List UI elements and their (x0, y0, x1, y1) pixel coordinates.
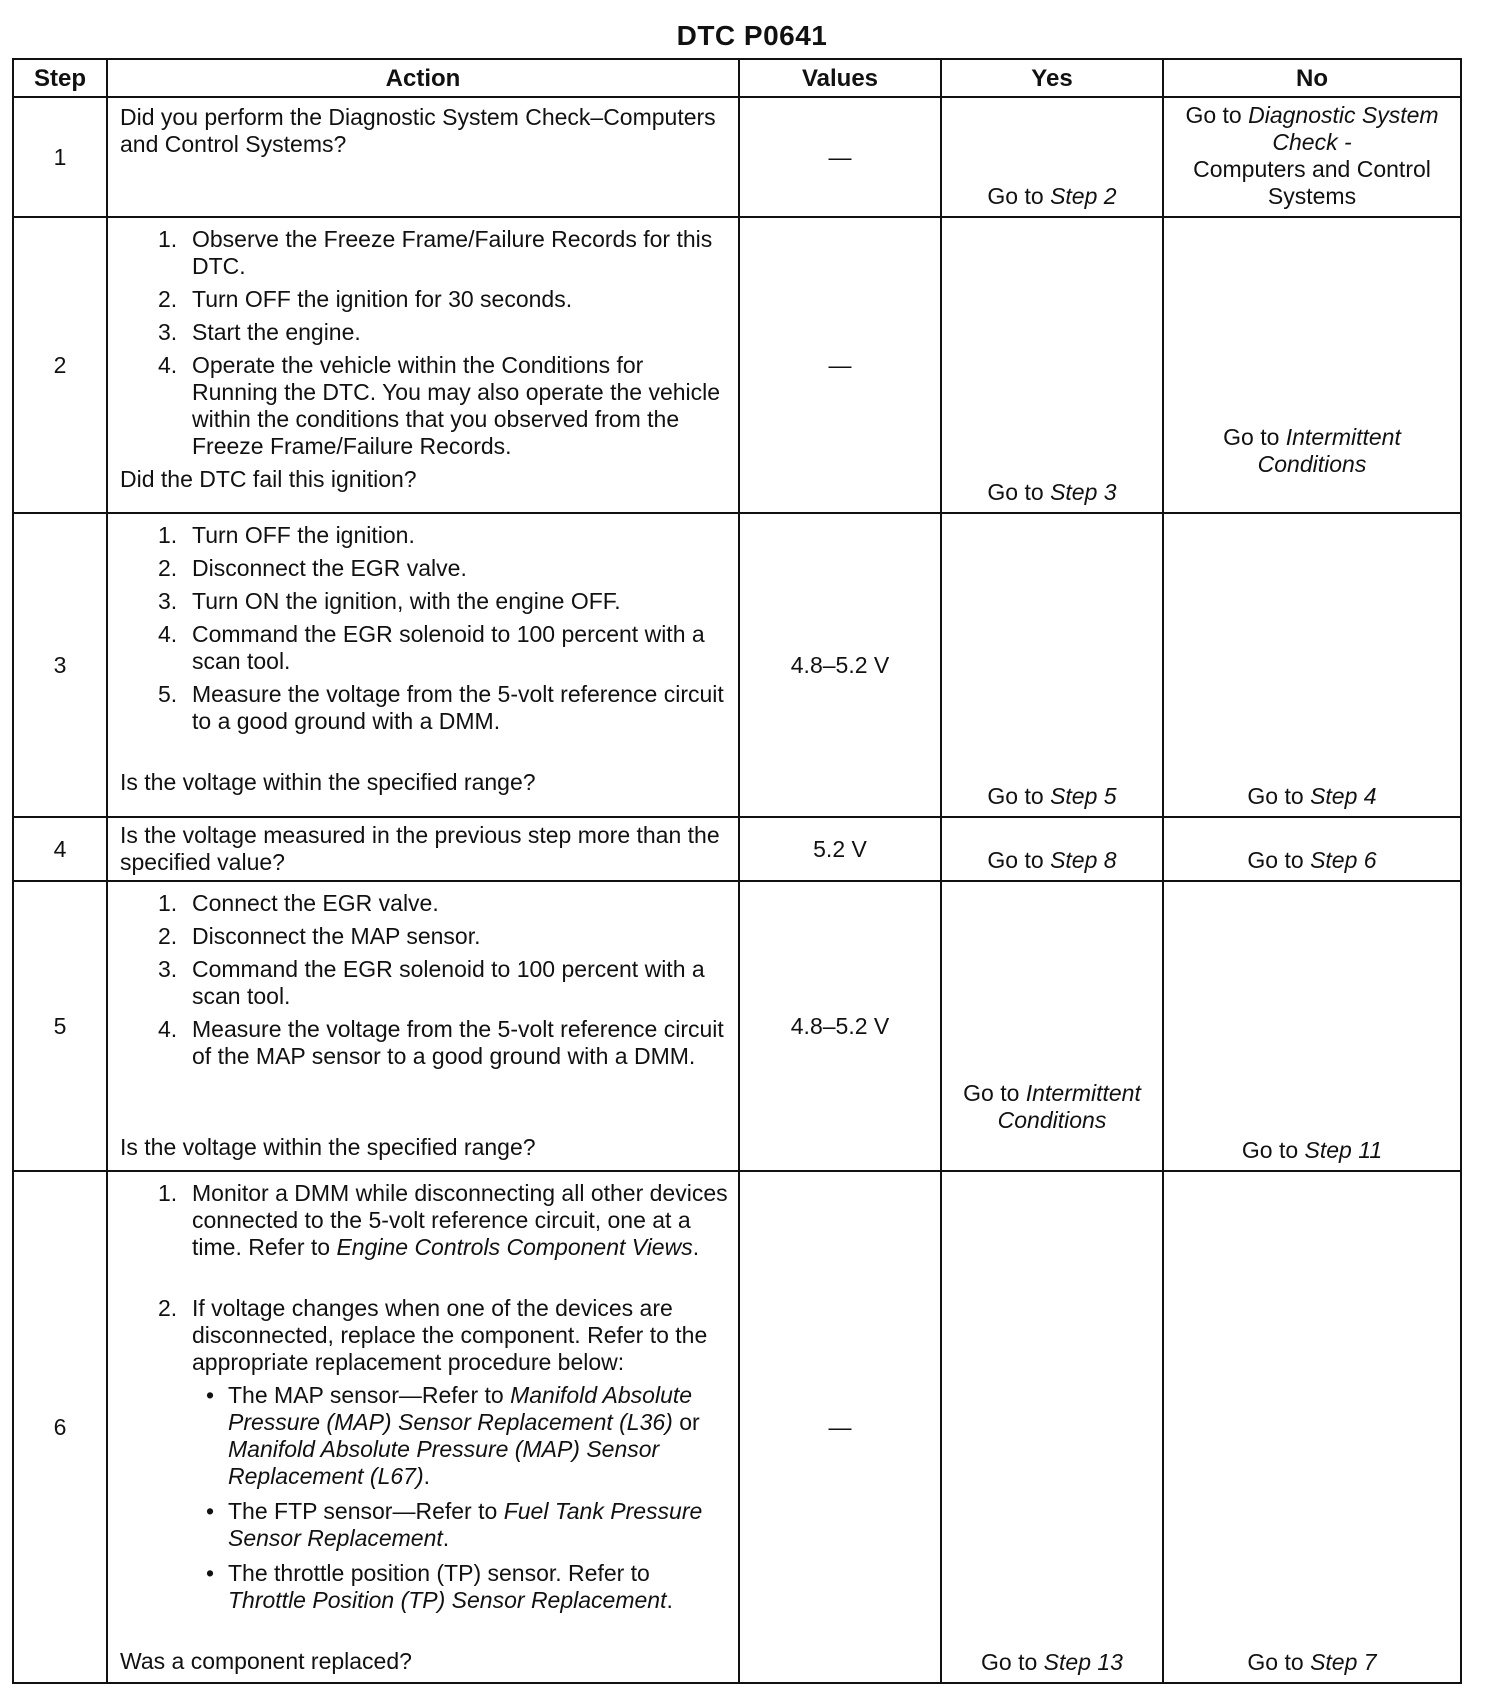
step-text: Monitor a DMM while disconnecting all other devices connected to the 5-volt reference circuit, one at a time. Refer to (192, 1180, 728, 1260)
action-question: Did you perform the Diagnostic System Check–Computers and Control Systems? (120, 104, 716, 157)
page-title: DTC P0641 (676, 20, 828, 51)
action-step: Command the EGR solenoid to 100 percent with a scan tool. (192, 621, 705, 674)
action-step (158, 1295, 728, 1614)
table-row (13, 1171, 1461, 1683)
action-steps (120, 226, 728, 460)
step-number: 1 (13, 97, 107, 217)
go-to-label: Go to (1247, 1649, 1304, 1675)
reference-link[interactable]: Fuel Tank Pressure Sensor Replacement (228, 1498, 703, 1551)
no-link[interactable]: Step 6 (1310, 847, 1377, 873)
go-to-label: Go to (987, 479, 1044, 505)
yes-cell (941, 1171, 1163, 1683)
bullet-text: The MAP sensor—Refer to (228, 1382, 504, 1408)
no-link[interactable]: Diagnostic System Check - (1248, 102, 1439, 155)
yes-link[interactable]: Step 13 (1043, 1649, 1123, 1675)
go-to-label: Go to (981, 1649, 1038, 1675)
yes-cell (941, 513, 1163, 817)
no-cell (1163, 1171, 1461, 1683)
value-cell: 4.8–5.2 V (739, 513, 941, 817)
action-cell (107, 97, 739, 217)
no-link[interactable]: Step 11 (1304, 1137, 1383, 1163)
step-number: 5 (13, 881, 107, 1171)
action-cell (107, 217, 739, 513)
value-cell: — (739, 217, 941, 513)
no-link[interactable]: Step 4 (1310, 783, 1377, 809)
no-cell (1163, 97, 1461, 217)
replacement-list (192, 1382, 728, 1614)
reference-link[interactable]: Manifold Absolute Pressure (MAP) Sensor Replacement (L67) (228, 1436, 660, 1489)
bullet-text: The throttle position (TP) sensor. Refer to (228, 1560, 650, 1586)
yes-cell (941, 881, 1163, 1171)
action-step: Monitor a DMM while disconnecting all other devices connected to the 5-volt reference circuit, one at a time. Refer to Engine Controls Component Views. (192, 1180, 728, 1260)
value-cell: 4.8–5.2 V (739, 881, 941, 1171)
no-cell (1163, 513, 1461, 817)
header-action: Action (107, 59, 739, 97)
step-number: 6 (13, 1171, 107, 1683)
yes-link[interactable]: Step 8 (1050, 847, 1117, 873)
yes-link[interactable]: Step 5 (1050, 783, 1117, 809)
action-step: Turn OFF the ignition for 30 seconds. (192, 286, 573, 312)
step-text: If voltage changes when one of the devices are disconnected, replace the component. Refer to the appropriate replacement procedure below: (192, 1295, 708, 1375)
no-cell (1163, 817, 1461, 881)
action-cell (107, 513, 739, 817)
go-to-label: Go to (1223, 424, 1280, 450)
list-item: • The throttle position (TP) sensor. Refer to Throttle Position (TP) Sensor Replacement. (228, 1560, 728, 1614)
table-row (13, 513, 1461, 817)
action-cell (107, 1171, 739, 1683)
step-number: 4 (13, 817, 107, 881)
header-no: No (1163, 59, 1461, 97)
go-to-label: Go to (987, 183, 1044, 209)
yes-cell (941, 97, 1163, 217)
yes-link[interactable]: Step 2 (1050, 183, 1117, 209)
reference-link[interactable]: Manifold Absolute Pressure (MAP) Sensor Replacement (L36) (228, 1382, 693, 1435)
list-item: • The FTP sensor—Refer to Fuel Tank Pressure Sensor Replacement. (228, 1498, 728, 1552)
action-cell (107, 881, 739, 1171)
header-yes: Yes (941, 59, 1163, 97)
table-row (13, 217, 1461, 513)
action-question: Is the voltage within the specified range? (120, 769, 536, 795)
action-step: Start the engine. (192, 319, 361, 345)
action-step: Turn ON the ignition, with the engine OFF. (192, 588, 621, 614)
action-step: Observe the Freeze Frame/Failure Records for this DTC. (192, 226, 713, 279)
reference-link[interactable]: Engine Controls Component Views (336, 1234, 693, 1260)
yes-link[interactable]: Step 3 (1050, 479, 1117, 505)
no-link[interactable]: Step 7 (1310, 1649, 1377, 1675)
no-link-continued[interactable]: Computers and Control Systems (1193, 156, 1431, 209)
reference-link[interactable]: Throttle Position (TP) Sensor Replacement (228, 1587, 667, 1613)
bullet-or: or (679, 1409, 700, 1435)
bullet-text: The FTP sensor—Refer to (228, 1498, 498, 1524)
action-steps (120, 1180, 728, 1614)
value-cell: 5.2 V (739, 817, 941, 881)
yes-cell (941, 217, 1163, 513)
table-row (13, 881, 1461, 1171)
go-to-label: Go to (1185, 102, 1242, 128)
header-row (13, 59, 1461, 97)
action-question: Is the voltage measured in the previous step more than the specified value? (120, 822, 720, 875)
action-step: Disconnect the MAP sensor. (192, 923, 481, 949)
action-step: Measure the voltage from the 5-volt reference circuit of the MAP sensor to a good ground with a DMM. (192, 1016, 724, 1069)
action-question: Is the voltage within the specified range? (120, 1134, 536, 1160)
action-steps (120, 890, 728, 1070)
go-to-label: Go to (1247, 847, 1304, 873)
go-to-label: Go to (987, 847, 1044, 873)
table-row (13, 817, 1461, 881)
no-link[interactable]: Intermittent Conditions (1257, 424, 1401, 477)
header-step: Step (13, 59, 107, 97)
no-cell (1163, 881, 1461, 1171)
step-number: 3 (13, 513, 107, 817)
action-question: Was a component replaced? (120, 1648, 412, 1674)
value-cell: — (739, 97, 941, 217)
action-step: Operate the vehicle within the Conditions for Running the DTC. You may also operate the vehicle within the conditions that you observed from the Freeze Frame/Failure Records. (192, 352, 721, 459)
yes-link[interactable]: Intermittent Conditions (997, 1080, 1141, 1133)
no-cell (1163, 217, 1461, 513)
action-step: Connect the EGR valve. (192, 890, 439, 916)
action-question: Did the DTC fail this ignition? (120, 466, 417, 492)
value-cell: — (739, 1171, 941, 1683)
diagnostic-table (12, 58, 1462, 1684)
go-to-label: Go to (963, 1080, 1020, 1106)
action-step: Turn OFF the ignition. (192, 522, 415, 548)
action-step: Disconnect the EGR valve. (192, 555, 467, 581)
list-item: • The MAP sensor—Refer to Manifold Absolute Pressure (MAP) Sensor Replacement (L36) or Manifold Absolute Pressure (MAP) Sensor Replacement (L67). (228, 1382, 728, 1490)
go-to-label: Go to (1247, 783, 1304, 809)
header-values: Values (739, 59, 941, 97)
action-cell (107, 817, 739, 881)
action-step: Command the EGR solenoid to 100 percent with a scan tool. (192, 956, 705, 1009)
go-to-label: Go to (1241, 1137, 1299, 1163)
yes-cell (941, 817, 1163, 881)
action-step: Measure the voltage from the 5-volt reference circuit to a good ground with a DMM. (192, 681, 724, 734)
table-row (13, 97, 1461, 217)
step-number: 2 (13, 217, 107, 513)
action-steps (120, 522, 728, 735)
go-to-label: Go to (987, 783, 1044, 809)
